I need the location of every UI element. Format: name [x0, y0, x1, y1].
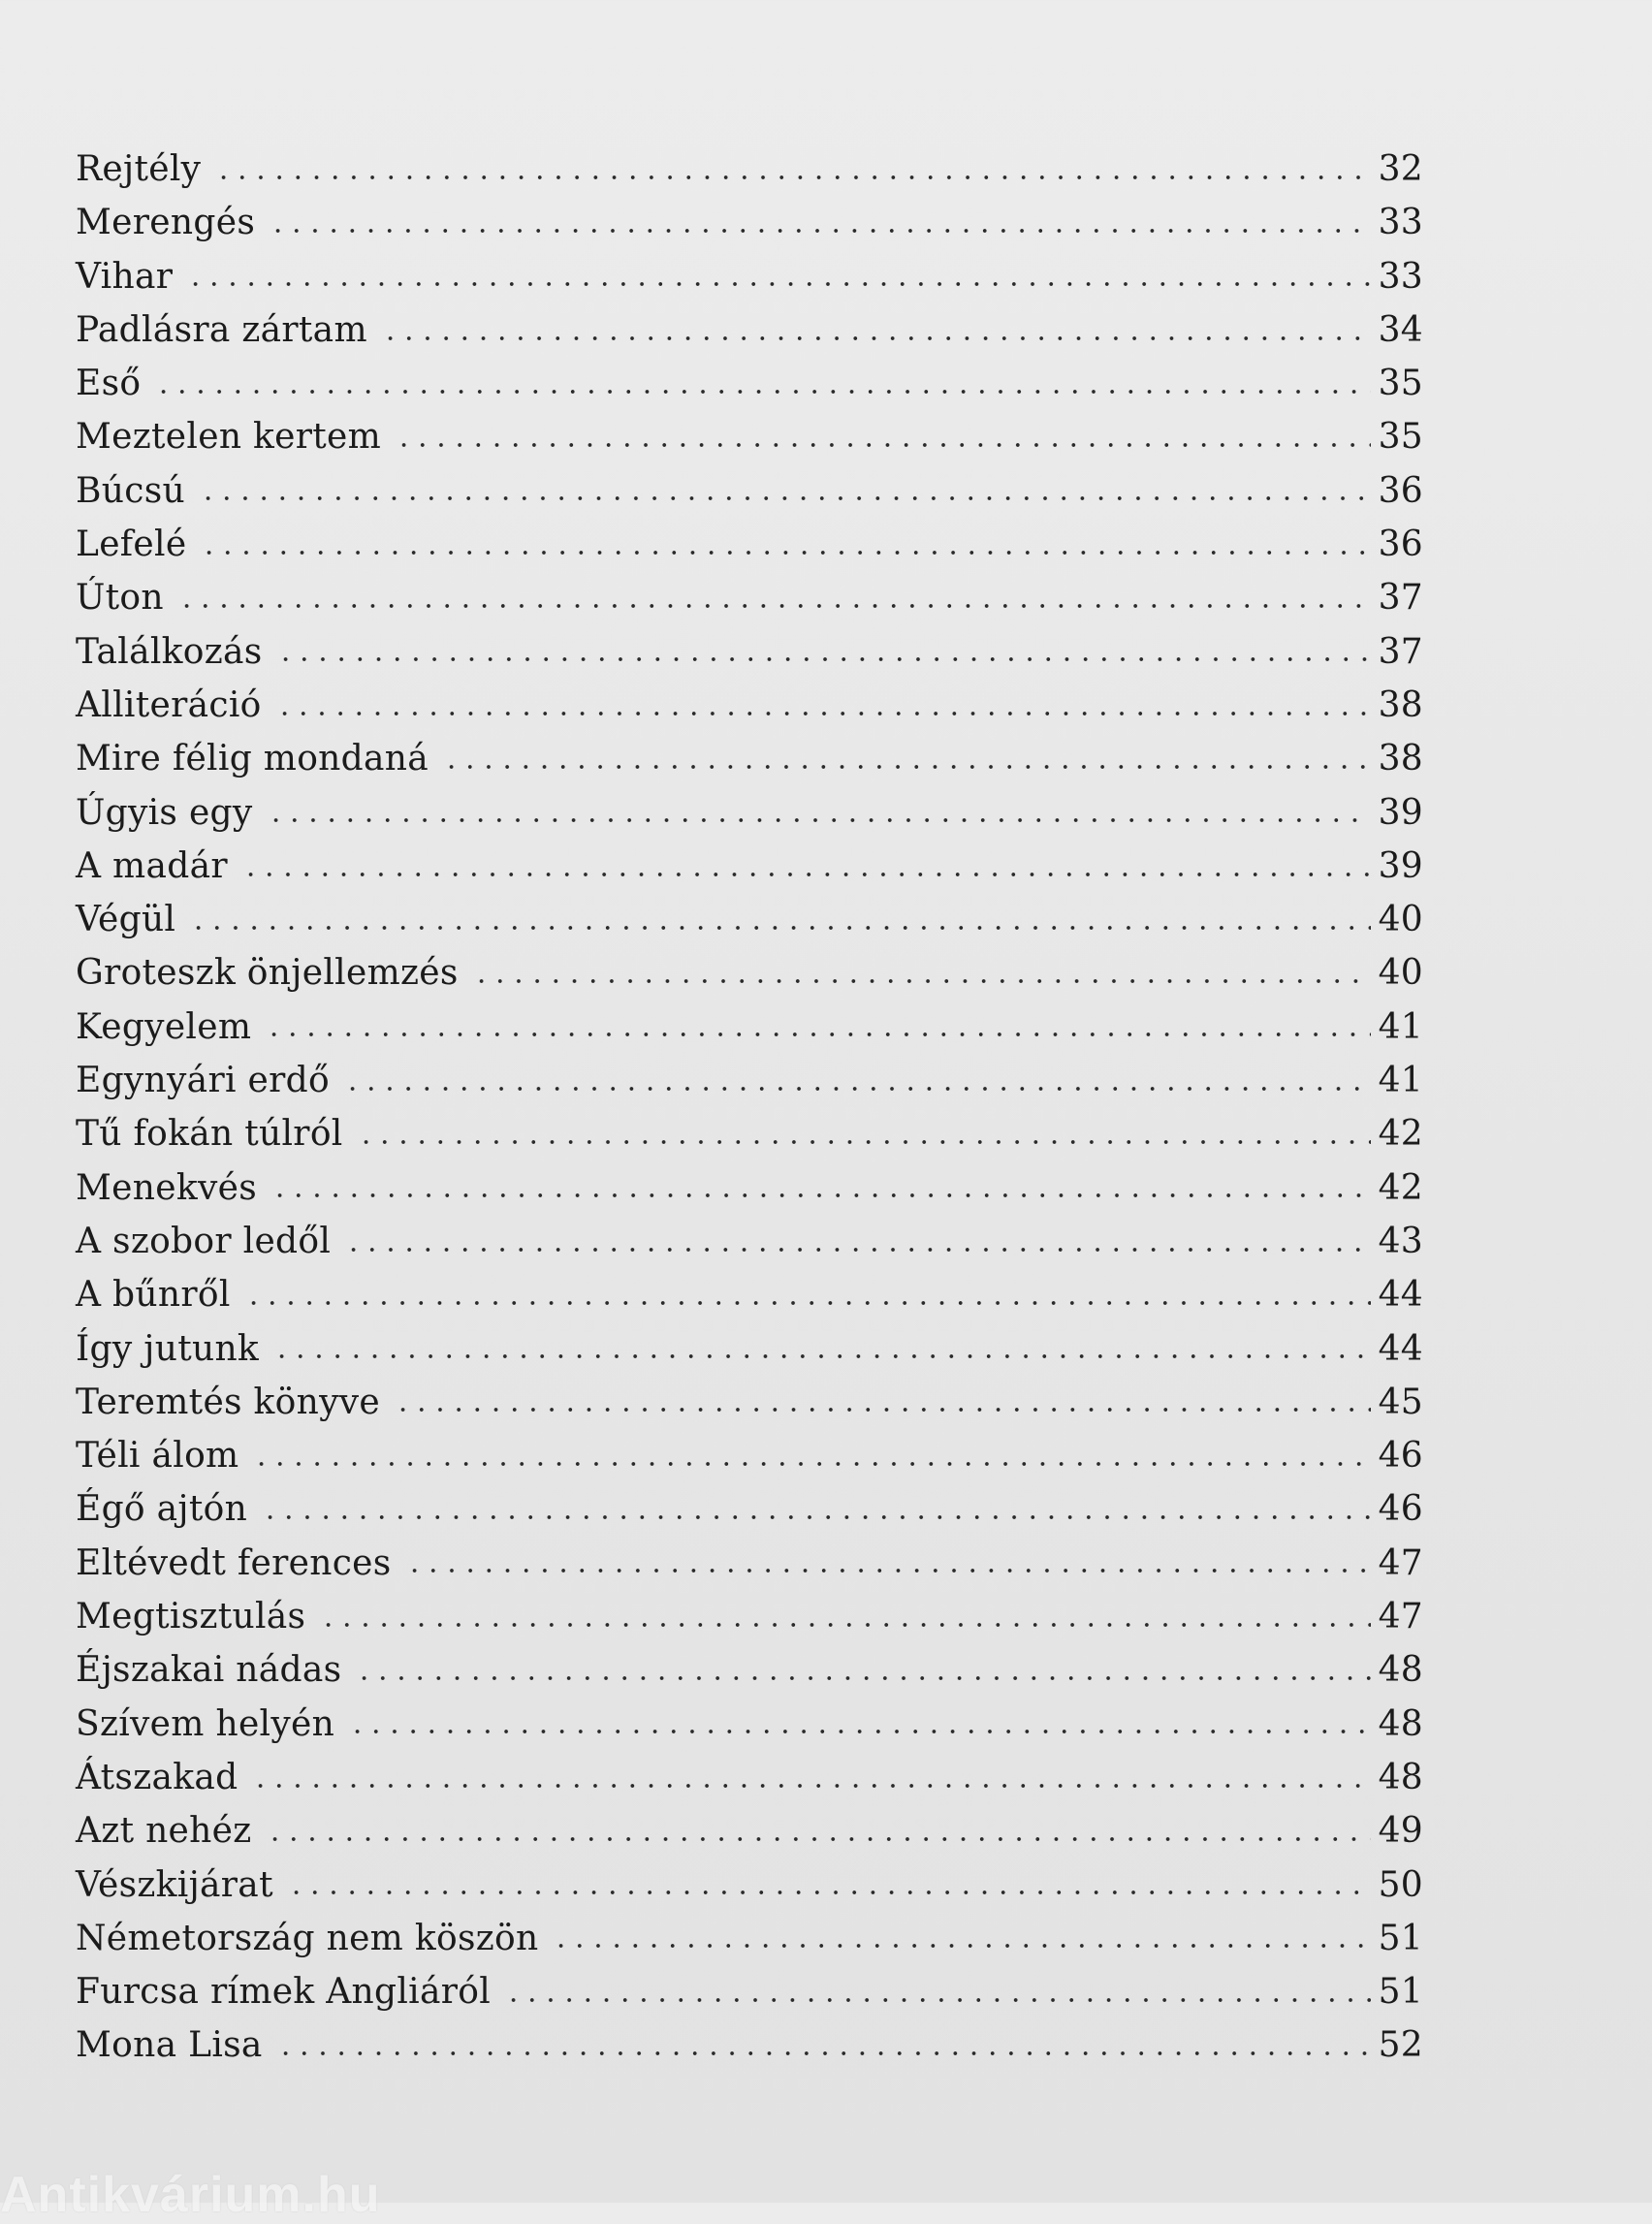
toc-entry-title: A madár: [76, 845, 228, 886]
toc-entry-page-number: 48: [1378, 1757, 1423, 1797]
toc-entry: [76, 1590, 1423, 1643]
dot-leader: [552, 1943, 1371, 1949]
dot-leader: [272, 1353, 1371, 1359]
toc-entry: [76, 840, 1423, 893]
toc-entry-title: Égő ajtón: [76, 1489, 248, 1530]
toc-entry: [76, 1859, 1423, 1912]
toc-entry-title: Egynyári erdő: [76, 1061, 330, 1101]
toc-entry-title: Megtisztulás: [76, 1597, 306, 1637]
toc-entry: [76, 625, 1423, 679]
toc-entry-title: Alliteráció: [76, 684, 262, 725]
dot-leader: [381, 335, 1371, 341]
toc-entry-title: Eső: [76, 364, 142, 404]
dot-leader: [244, 1300, 1371, 1306]
toc-entry-page-number: 40: [1378, 900, 1423, 940]
toc-entry-page-number: 51: [1378, 1918, 1423, 1958]
toc-entry: [76, 143, 1423, 196]
toc-entry-page-number: 45: [1378, 1382, 1423, 1422]
toc-entry-title: Szívem helyén: [76, 1703, 335, 1744]
toc-entry-title: Végül: [76, 900, 176, 940]
toc-entry-title: Vészkijárat: [76, 1864, 273, 1905]
toc-entry: [76, 571, 1423, 624]
toc-entry-page-number: 36: [1378, 524, 1423, 565]
dot-leader: [265, 1032, 1371, 1037]
dot-leader: [270, 1192, 1371, 1198]
toc-entry-title: A szobor ledől: [76, 1221, 332, 1261]
toc-entry: [76, 464, 1423, 518]
dot-leader: [261, 1514, 1371, 1520]
toc-entry: [76, 893, 1423, 946]
toc-entry-title: Lefelé: [76, 524, 187, 565]
toc-entry: [76, 732, 1423, 785]
dot-leader: [276, 656, 1371, 662]
toc-entry: [76, 357, 1423, 410]
dot-leader: [472, 978, 1371, 984]
toc-entry-title: Úgyis egy: [76, 792, 253, 833]
toc-entry-title: Furcsa rímek Angliáról: [76, 1972, 492, 2013]
dot-leader: [442, 764, 1371, 770]
toc-entry: [76, 1698, 1423, 1751]
toc-entry-page-number: 46: [1378, 1489, 1423, 1530]
toc-entry: [76, 1751, 1423, 1804]
toc-entry: [76, 1804, 1423, 1858]
toc-entry-page-number: 44: [1378, 1275, 1423, 1316]
toc-entry: [76, 1376, 1423, 1429]
toc-entry-page-number: 44: [1378, 1328, 1423, 1369]
toc-entry-page-number: 41: [1378, 1061, 1423, 1101]
dot-leader: [269, 228, 1371, 234]
dot-leader: [199, 495, 1371, 501]
toc-entry-page-number: 37: [1378, 631, 1423, 672]
toc-entry: [76, 1001, 1423, 1054]
dot-leader: [252, 1461, 1371, 1467]
toc-entry-title: Tű fokán túlról: [76, 1114, 343, 1155]
toc-entry-page-number: 33: [1378, 256, 1423, 297]
toc-entry: [76, 410, 1423, 463]
toc-entry: [76, 1322, 1423, 1376]
toc-entry-page-number: 51: [1378, 1972, 1423, 2013]
toc-entry-title: Búcsú: [76, 470, 185, 511]
toc-entry: [76, 1537, 1423, 1590]
dot-leader: [395, 442, 1371, 448]
toc-entry-title: Teremtés könyve: [76, 1382, 381, 1422]
toc-entry-title: Eltévedt ferences: [76, 1542, 392, 1583]
toc-entry-page-number: 42: [1378, 1114, 1423, 1155]
dot-leader: [276, 2050, 1371, 2056]
toc-entry-page-number: 34: [1378, 309, 1423, 350]
dot-leader: [177, 603, 1371, 609]
toc-entry-page-number: 50: [1378, 1864, 1423, 1905]
toc-entry: [76, 1161, 1423, 1215]
toc-entry: [76, 679, 1423, 732]
dot-leader: [154, 389, 1371, 395]
toc-entry-page-number: 35: [1378, 417, 1423, 458]
toc-entry-page-number: 47: [1378, 1597, 1423, 1637]
dot-leader: [357, 1139, 1371, 1145]
toc-entry-title: Meztelen kertem: [76, 417, 382, 458]
dot-leader: [200, 550, 1371, 556]
toc-entry: [76, 946, 1423, 1000]
toc-entry: [76, 786, 1423, 840]
toc-entry-page-number: 47: [1378, 1542, 1423, 1583]
dot-leader: [319, 1622, 1371, 1628]
toc-entry-title: Groteszk önjellemzés: [76, 953, 459, 994]
toc-entry: [76, 196, 1423, 249]
toc-entry-page-number: 52: [1378, 2025, 1423, 2066]
dot-leader: [275, 711, 1371, 716]
toc-entry: [76, 1268, 1423, 1321]
toc-entry-page-number: 35: [1378, 364, 1423, 404]
toc-entry-page-number: 41: [1378, 1006, 1423, 1047]
watermark: Antikvárium.hu: [0, 2167, 381, 2223]
toc-entry-page-number: 48: [1378, 1650, 1423, 1691]
toc-entry-page-number: 39: [1378, 792, 1423, 833]
dot-leader: [348, 1729, 1371, 1734]
dot-leader: [214, 175, 1371, 180]
toc-entry-title: Így jutunk: [76, 1328, 260, 1369]
toc-entry: [76, 1912, 1423, 1965]
table-of-contents: [76, 143, 1423, 2073]
toc-entry-title: Mire félig mondaná: [76, 739, 429, 779]
toc-entry-page-number: 49: [1378, 1811, 1423, 1852]
toc-entry-page-number: 48: [1378, 1703, 1423, 1744]
toc-entry: [76, 518, 1423, 571]
toc-entry-title: A bűnről: [76, 1275, 231, 1316]
dot-leader: [355, 1675, 1371, 1681]
dot-leader: [241, 872, 1371, 877]
toc-entry-title: Menekvés: [76, 1167, 257, 1208]
dot-leader: [405, 1568, 1371, 1573]
toc-entry-page-number: 38: [1378, 739, 1423, 779]
toc-entry: [76, 1107, 1423, 1160]
dot-leader: [266, 1836, 1371, 1842]
toc-entry-page-number: 46: [1378, 1436, 1423, 1477]
toc-entry-title: Németország nem köszön: [76, 1918, 539, 1958]
dot-leader: [287, 1890, 1371, 1895]
toc-entry-page-number: 40: [1378, 953, 1423, 994]
toc-entry-title: Azt nehéz: [76, 1811, 252, 1852]
dot-leader: [343, 1086, 1371, 1092]
dot-leader: [189, 925, 1371, 931]
toc-entry-title: Úton: [76, 578, 164, 619]
toc-entry-title: Átszakad: [76, 1757, 238, 1797]
toc-entry: [76, 250, 1423, 303]
toc-entry-page-number: 43: [1378, 1221, 1423, 1261]
dot-leader: [267, 817, 1371, 823]
toc-entry: [76, 2018, 1423, 2072]
toc-entry-title: Rejtély: [76, 149, 202, 189]
toc-entry-page-number: 32: [1378, 149, 1423, 189]
toc-entry-page-number: 37: [1378, 578, 1423, 619]
toc-entry-title: Mona Lisa: [76, 2025, 263, 2066]
toc-entry: [76, 1482, 1423, 1536]
toc-entry: [76, 1054, 1423, 1107]
toc-entry: [76, 1965, 1423, 2018]
toc-entry-title: Vihar: [76, 256, 174, 297]
dot-leader: [394, 1407, 1371, 1413]
toc-entry-title: Merengés: [76, 203, 256, 243]
toc-entry-page-number: 38: [1378, 684, 1423, 725]
toc-entry-title: Téli álom: [76, 1436, 239, 1477]
dot-leader: [251, 1783, 1371, 1789]
toc-entry-page-number: 42: [1378, 1167, 1423, 1208]
toc-entry-page-number: 33: [1378, 203, 1423, 243]
toc-entry-title: Kegyelem: [76, 1006, 252, 1047]
toc-entry: [76, 1429, 1423, 1482]
toc-entry-title: Találkozás: [76, 631, 263, 672]
dot-leader: [344, 1247, 1371, 1253]
toc-entry-page-number: 36: [1378, 470, 1423, 511]
toc-entry-title: Éjszakai nádas: [76, 1650, 342, 1691]
toc-entry: [76, 303, 1423, 357]
dot-leader: [186, 281, 1371, 287]
toc-entry-page-number: 39: [1378, 845, 1423, 886]
toc-entry: [76, 1215, 1423, 1268]
toc-entry: [76, 1643, 1423, 1697]
dot-leader: [504, 1997, 1371, 2003]
toc-entry-title: Padlásra zártam: [76, 309, 367, 350]
